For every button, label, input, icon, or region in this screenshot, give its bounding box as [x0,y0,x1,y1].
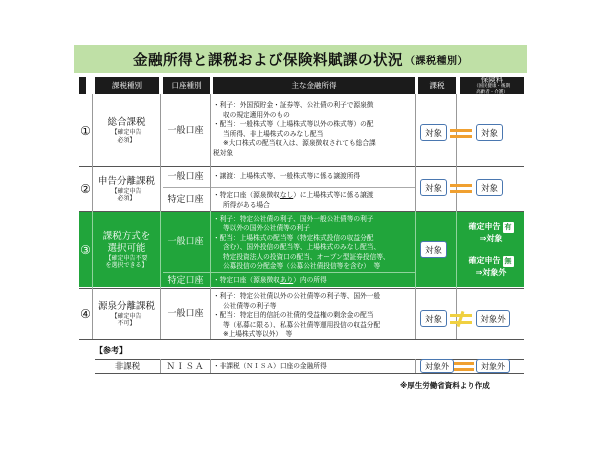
row3-line-b-u: あり [279,276,294,284]
row4-type-label: 源泉分離課税 [97,300,155,312]
row3-type-label1: 課税方式を [102,230,151,242]
row1-account: 一般口座 [167,125,204,136]
row2-number: ② [80,182,91,196]
row2-type [93,167,160,211]
row4-tax-badge: 対象 [420,310,447,327]
header-blank [79,77,86,94]
reference-premium-badge: 対象外 [476,359,510,373]
row2-line-b-pre: ・特定口座（源泉徴収 [213,191,280,199]
row2-line-b-u: なし [279,191,294,199]
row2-line-b-post: ）に上場株式等に係る譲渡 [293,191,374,199]
row2-income-a [211,170,415,186]
row3-type-label2: 選択可能 [107,242,146,254]
source-note: ※厚生労働省資料より作成 [400,381,490,390]
row3-line-b-post: ）内の所得 [293,276,327,284]
header-taxation: 課税 [418,77,456,94]
row4-line: 等（私募に限る）、私募公社債等運用投信の収益分配 [223,320,381,329]
header-main-income: 主な金融所得 [213,77,415,94]
row2-tax-badge: 対象 [420,179,447,196]
row3-not-filed-result: ⇒対象外 [475,268,507,277]
equal-sign-icon [454,362,474,372]
row1-line: ※大口株式の配当収入は、源泉徴収されても総合課 [223,139,376,148]
row2-account-general: 一般口座 [167,172,204,182]
row2-note2: 必須】 [117,195,136,202]
row2-income-b [211,189,415,211]
row3-income-b [211,274,415,287]
row3-filed-label: 確定申告 [468,222,501,231]
row2-premium-badge: 対象 [476,179,503,196]
equal-sign-icon [450,184,472,194]
header-premium [460,77,524,94]
row4-income [211,290,415,339]
row3-filed-result: ⇒対象 [479,234,503,243]
row3-tax-badge: 対象 [420,241,447,258]
row3-account-specific: 特定口座 [167,275,204,286]
row4-line: ・利子：特定公社債以外の公社債等の利子等、国外一般 [213,292,381,300]
row1-line: ・配当：一般株式等（上場株式等以外の株式等）の配 [213,120,374,129]
row3-note1: 【確定申告不要 [105,254,148,262]
row1-note1: 【確定申告 [111,129,142,136]
row1-premium-badge: 対象 [476,124,503,141]
row3-type [93,212,160,288]
row3-line: ・配当：上場株式の配当等（特定株式投信の収益分配 [213,233,374,242]
row4-line: 公社債等の利子等 [223,301,277,310]
header-premium-sub2: 高齢者・介護） [476,89,508,95]
reference-account: ＮＩＳＡ [166,361,205,372]
not-equal-sign-icon [450,311,472,327]
row1-tax-badge: 対象 [420,124,447,141]
row3-note2: を選択できる】 [105,262,148,269]
divider-g5 [456,211,457,288]
row2-type-label: 申告分離課税 [97,175,155,187]
rule-ref-bottom [95,373,524,374]
row3-line: 特定投資法人の投資口の配当、オープン型証券投信等、 [223,252,390,261]
row1-type [93,95,160,166]
row3-line: ・利子：特定公社債の利子、国外一般公社債等の利子 [213,215,374,223]
row3-not-filed-label: 確定申告 [468,256,501,265]
row1-note2: 必須】 [117,136,136,144]
row1-line: 税対象 [213,148,234,157]
row1-type-label: 総合課税 [107,117,146,128]
row4-number: ④ [80,307,91,321]
title-text: 金融所得と課税および保険料賦課の状況 [133,52,403,69]
row3-line: 含む）、国外投信の配当等、上場株式のみなし配当、 [223,243,381,252]
row2-note1: 【確定申告 [111,187,142,195]
row2-account-specific: 特定口座 [167,194,204,205]
row1-line: ・利子：外国預貯金・証券等、公社債の利子で源泉徴 [213,101,374,109]
title-subtitle: （課税種別） [405,55,468,67]
row3-income [211,213,415,272]
row2-line-b2: 所得がある場合 [223,200,270,209]
divider-r4-4 [415,288,416,339]
row3-line: 等以外の国外公社債等の利子 [223,224,310,233]
header-account-type: 口座種別 [163,77,210,94]
reference-tax-badge: 対象外 [420,359,454,373]
row1-line: 収の規定適用外のもの [223,110,290,119]
row4-account: 一般口座 [167,309,204,319]
reference-income: ・非課税（ＮＩＳＡ）口座の金融所得 [213,362,327,370]
row3-filed-tag: 有 [504,223,512,231]
row1-line: 当所得、非上場株式のみなし配当 [223,129,324,138]
header-tax-type: 課税種別 [95,77,159,94]
row4-premium-badge: 対象外 [476,310,510,327]
row4-type [93,289,160,339]
row4-note1: 【確定申告 [111,312,142,320]
row3-line: 公募投信の分配金等（公募公社債投信等を含む） 等 [223,262,381,271]
header-premium-sub1: （国民健康・後期 [474,84,510,89]
row3-number: ③ [80,243,91,257]
row4-note2: 不可】 [117,320,136,327]
divider-g4 [415,211,416,288]
reference-label: 【参考】 [95,346,127,355]
row3-not-filed-tag: 無 [504,257,512,265]
page-title [74,45,527,73]
row2-line-a: ・譲渡：上場株式等、一般株式等に係る譲渡所得 [213,172,361,180]
row1-income [211,99,415,165]
row3-premium-not-filed [458,255,524,278]
row4-line: ・配当：特定目的信託の社債的受益権の剰余金の配当 [213,311,374,320]
divider-ref-3 [415,359,416,373]
header-premium-label: 保険料 [480,75,504,84]
row1-number: ① [80,123,91,138]
row4-line: ※上場株式等以外） 等 [223,330,293,339]
row3-premium-filed [458,221,524,244]
row3-account-general: 一般口座 [167,237,204,247]
row3-line-b-pre: ・特定口座（源泉徴収 [213,276,280,284]
equal-sign-icon [450,129,472,139]
reference-type: 非課税 [114,361,141,372]
